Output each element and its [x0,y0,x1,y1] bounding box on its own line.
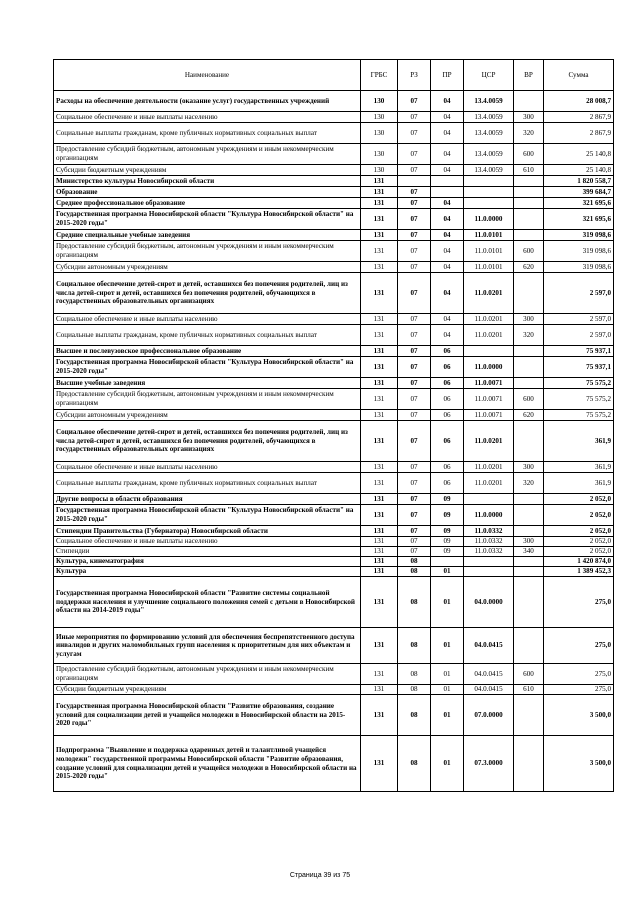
table-row [54,123,614,144]
cell-name: Государственная программа Новосибирской области "Развитие системы социальной поддержки населения и улучшение социального положения семей с детьми в Новосибирской области на 2014-2019 годы" [54,577,361,628]
cell-pr: 09 [431,547,464,557]
cell-csr: 13.4.0059 [464,112,514,123]
cell-vr: 320 [514,123,544,144]
cell-pr: 06 [431,473,464,494]
cell-sum: 2 052,0 [544,537,614,547]
cell-grbs: 131 [361,273,398,314]
cell-csr: 07.3.0000 [464,736,514,792]
cell-pr: 06 [431,462,464,473]
cell-vr: 320 [514,325,544,346]
cell-csr [464,198,514,209]
cell-name: Среднее профессиональное образование [54,198,361,209]
cell-sum: 75 575,2 [544,389,614,410]
header-grbs: ГРБС [361,60,398,91]
cell-csr: 11.0.0201 [464,462,514,473]
table-row [54,628,614,664]
table-row [54,165,614,176]
cell-sum: 1 420 874,0 [544,557,614,567]
cell-sum: 275,0 [544,664,614,685]
table-row [54,144,614,165]
cell-name: Культура, кинематография [54,557,361,567]
cell-vr: 620 [514,410,544,421]
cell-sum: 75 575,2 [544,410,614,421]
cell-name: Образование [54,187,361,198]
cell-name: Расходы на обеспечение деятельности (оказание услуг) государственных учреждений [54,91,361,112]
cell-pr: 04 [431,112,464,123]
cell-name: Социальное обеспечение и иные выплаты населению [54,462,361,473]
cell-csr: 11.0.0332 [464,547,514,557]
cell-vr [514,187,544,198]
cell-pr: 04 [431,165,464,176]
cell-vr [514,505,544,526]
cell-rz: 07 [398,346,431,357]
cell-name: Стипендии [54,547,361,557]
cell-rz: 07 [398,273,431,314]
cell-vr: 300 [514,537,544,547]
cell-csr: 11.0.0071 [464,410,514,421]
cell-csr: 11.0.0071 [464,389,514,410]
cell-vr: 610 [514,165,544,176]
cell-name: Социальные выплаты гражданам, кроме публичных нормативных социальных выплат [54,473,361,494]
table-row [54,176,614,187]
table-row [54,273,614,314]
cell-pr: 04 [431,325,464,346]
cell-pr: 01 [431,736,464,792]
cell-vr [514,695,544,736]
cell-grbs: 131 [361,494,398,505]
cell-pr: 04 [431,273,464,314]
cell-pr: 06 [431,378,464,389]
cell-csr: 11.0.0101 [464,230,514,241]
cell-vr: 300 [514,112,544,123]
cell-pr: 06 [431,346,464,357]
cell-grbs: 130 [361,144,398,165]
cell-vr: 320 [514,473,544,494]
cell-csr: 11.0.0201 [464,473,514,494]
cell-pr: 01 [431,695,464,736]
cell-sum: 25 140,8 [544,165,614,176]
cell-vr [514,198,544,209]
cell-vr: 600 [514,144,544,165]
cell-vr: 600 [514,241,544,262]
cell-grbs: 131 [361,176,398,187]
cell-rz: 07 [398,230,431,241]
cell-grbs: 131 [361,230,398,241]
cell-grbs: 131 [361,262,398,273]
cell-sum: 28 008,7 [544,91,614,112]
table-row [54,325,614,346]
cell-csr [464,346,514,357]
cell-rz: 07 [398,198,431,209]
cell-grbs: 131 [361,664,398,685]
cell-rz: 08 [398,736,431,792]
table-row [54,695,614,736]
table-row [54,664,614,685]
cell-grbs: 131 [361,537,398,547]
cell-sum: 275,0 [544,628,614,664]
cell-grbs: 131 [361,209,398,230]
cell-sum: 2 597,0 [544,273,614,314]
cell-sum: 3 500,0 [544,736,614,792]
cell-grbs: 131 [361,325,398,346]
cell-vr: 610 [514,685,544,695]
cell-rz: 07 [398,410,431,421]
cell-vr: 620 [514,262,544,273]
cell-pr: 04 [431,314,464,325]
table-row [54,526,614,537]
cell-name: Предоставление субсидий бюджетным, автономным учреждениям и иным некоммерческим организациям [54,664,361,685]
cell-csr: 11.0.0000 [464,505,514,526]
cell-pr: 01 [431,664,464,685]
table-row [54,389,614,410]
cell-pr: 04 [431,198,464,209]
cell-sum: 1 820 558,7 [544,176,614,187]
cell-vr [514,736,544,792]
table-row [54,505,614,526]
cell-vr: 300 [514,462,544,473]
cell-csr: 04.0.0415 [464,664,514,685]
cell-pr: 04 [431,230,464,241]
cell-csr: 11.0.0201 [464,314,514,325]
cell-name: Предоставление субсидий бюджетным, автономным учреждениям и иным некоммерческим организациям [54,144,361,165]
cell-csr: 13.4.0059 [464,165,514,176]
cell-sum: 275,0 [544,685,614,695]
cell-name: Социальное обеспечение детей-сирот и детей, оставшихся без попечения родителей, лиц из числа детей-сирот и детей, оставшихся без попечения родителей, обучающихся в государственных образовательных организациях [54,421,361,462]
cell-name: Социальное обеспечение и иные выплаты населению [54,112,361,123]
cell-rz: 07 [398,144,431,165]
cell-rz: 07 [398,421,431,462]
table-row [54,241,614,262]
cell-rz: 08 [398,577,431,628]
cell-rz: 07 [398,357,431,378]
cell-rz: 08 [398,664,431,685]
header-csr: ЦСР [464,60,514,91]
cell-rz: 07 [398,462,431,473]
cell-rz: 07 [398,112,431,123]
cell-sum: 3 500,0 [544,695,614,736]
cell-sum: 2 052,0 [544,526,614,537]
cell-name: Социальное обеспечение и иные выплаты населению [54,537,361,547]
cell-pr: 06 [431,389,464,410]
cell-vr: 300 [514,314,544,325]
cell-grbs: 131 [361,378,398,389]
cell-grbs: 131 [361,526,398,537]
cell-grbs: 131 [361,198,398,209]
cell-rz: 07 [398,165,431,176]
table-row [54,357,614,378]
cell-vr [514,91,544,112]
cell-csr [464,557,514,567]
cell-name: Предоставление субсидий бюджетным, автономным учреждениям и иным некоммерческим организациям [54,389,361,410]
cell-grbs: 130 [361,165,398,176]
table-row [54,567,614,577]
cell-pr: 09 [431,494,464,505]
cell-pr: 06 [431,357,464,378]
cell-pr: 01 [431,567,464,577]
cell-sum: 319 098,6 [544,262,614,273]
cell-csr: 11.0.0101 [464,262,514,273]
header-pr: ПР [431,60,464,91]
cell-grbs: 131 [361,577,398,628]
header-rz: РЗ [398,60,431,91]
cell-vr [514,209,544,230]
cell-pr: 01 [431,628,464,664]
table-row [54,494,614,505]
cell-grbs: 131 [361,685,398,695]
cell-rz: 08 [398,557,431,567]
cell-rz [398,176,431,187]
cell-name: Государственная программа Новосибирской области "Культура Новосибирской области" на 2015-2020 годы" [54,357,361,378]
cell-grbs: 131 [361,473,398,494]
cell-name: Субсидии бюджетным учреждениям [54,165,361,176]
cell-sum: 75 937,1 [544,346,614,357]
cell-sum: 2 052,0 [544,547,614,557]
cell-csr: 11.0.0332 [464,526,514,537]
cell-grbs: 131 [361,410,398,421]
cell-grbs: 130 [361,123,398,144]
cell-name: Средние специальные учебные заведения [54,230,361,241]
cell-pr [431,557,464,567]
cell-grbs: 131 [361,567,398,577]
cell-vr: 340 [514,547,544,557]
cell-name: Государственная программа Новосибирской области "Культура Новосибирской области" на 2015-2020 годы" [54,209,361,230]
cell-sum: 2 052,0 [544,494,614,505]
table-row [54,346,614,357]
cell-vr [514,378,544,389]
cell-sum: 75 575,2 [544,378,614,389]
cell-vr [514,230,544,241]
cell-vr [514,567,544,577]
cell-name: Министерство культуры Новосибирской области [54,176,361,187]
page-number: Страница 39 из 75 [289,872,351,879]
cell-vr [514,421,544,462]
table-row [54,112,614,123]
cell-rz: 07 [398,537,431,547]
cell-rz: 07 [398,547,431,557]
cell-rz: 07 [398,526,431,537]
table-row [54,537,614,547]
table-row [54,685,614,695]
cell-pr: 04 [431,123,464,144]
cell-pr: 09 [431,505,464,526]
table-row [54,187,614,198]
cell-grbs: 131 [361,241,398,262]
cell-rz: 07 [398,209,431,230]
budget-table [53,59,614,792]
cell-rz: 07 [398,91,431,112]
cell-rz: 07 [398,241,431,262]
cell-rz: 07 [398,505,431,526]
cell-vr [514,346,544,357]
cell-rz: 08 [398,685,431,695]
cell-name: Культура [54,567,361,577]
cell-csr: 13.4.0059 [464,91,514,112]
cell-pr: 06 [431,410,464,421]
cell-name: Высшее и послевузовское профессиональное образование [54,346,361,357]
cell-name: Социальные выплаты гражданам, кроме публичных нормативных социальных выплат [54,123,361,144]
table-row [54,198,614,209]
table-row [54,378,614,389]
cell-grbs: 131 [361,421,398,462]
cell-grbs: 131 [361,187,398,198]
cell-vr [514,357,544,378]
cell-rz: 07 [398,325,431,346]
cell-vr [514,628,544,664]
cell-pr: 04 [431,91,464,112]
cell-name: Субсидии автономным учреждениям [54,410,361,421]
cell-sum: 319 098,6 [544,241,614,262]
cell-csr: 04.0.0415 [464,628,514,664]
table-row [54,473,614,494]
table-header-row [54,60,614,91]
cell-sum: 2 867,9 [544,123,614,144]
cell-grbs: 131 [361,736,398,792]
cell-name: Высшие учебные заведения [54,378,361,389]
cell-rz: 07 [398,389,431,410]
cell-rz: 08 [398,695,431,736]
table-row [54,262,614,273]
cell-pr: 04 [431,241,464,262]
cell-sum: 275,0 [544,577,614,628]
cell-pr: 09 [431,537,464,547]
cell-sum: 361,9 [544,462,614,473]
cell-pr: 06 [431,421,464,462]
cell-csr: 04.0.0415 [464,685,514,695]
cell-csr [464,176,514,187]
table-row [54,547,614,557]
cell-rz: 07 [398,123,431,144]
cell-sum: 321 695,6 [544,209,614,230]
cell-grbs: 131 [361,346,398,357]
header-sum: Сумма [544,60,614,91]
cell-name: Стипендии Правительства (Губернатора) Новосибирской области [54,526,361,537]
cell-vr: 600 [514,664,544,685]
cell-rz: 07 [398,494,431,505]
cell-sum: 2 597,0 [544,325,614,346]
cell-vr [514,577,544,628]
cell-grbs: 131 [361,547,398,557]
cell-rz: 07 [398,314,431,325]
cell-name: Социальное обеспечение и иные выплаты населению [54,314,361,325]
cell-csr: 11.0.0071 [464,378,514,389]
cell-vr [514,557,544,567]
table-row [54,577,614,628]
cell-sum: 2 052,0 [544,505,614,526]
cell-name: Субсидии бюджетным учреждениям [54,685,361,695]
cell-sum: 321 695,6 [544,198,614,209]
cell-csr [464,567,514,577]
table-row [54,91,614,112]
cell-rz: 08 [398,567,431,577]
cell-rz: 07 [398,473,431,494]
cell-name: Социальное обеспечение детей-сирот и детей, оставшихся без попечения родителей, лиц из числа детей-сирот и детей, оставшихся без попечения родителей, обучающихся в государственных образовательных организациях [54,273,361,314]
cell-pr [431,176,464,187]
cell-csr [464,187,514,198]
cell-vr [514,494,544,505]
cell-rz: 08 [398,628,431,664]
cell-csr: 11.0.0000 [464,357,514,378]
table-row [54,314,614,325]
cell-pr: 04 [431,209,464,230]
cell-pr: 04 [431,144,464,165]
cell-grbs: 131 [361,462,398,473]
cell-sum: 319 098,6 [544,230,614,241]
table-row [54,736,614,792]
header-vr: ВР [514,60,544,91]
header-name: Наименование [54,60,361,91]
cell-grbs: 131 [361,314,398,325]
cell-name: Государственная программа Новосибирской области "Развитие образования, создание условий для социализации детей и учащейся молодежи в Новосибирской области на 2015-2020 годы" [54,695,361,736]
table-row [54,410,614,421]
cell-name: Подпрограмма "Выявление и поддержка одаренных детей и талантливой учащейся молодежи" государственной программы Новосибирской области "Развитие образования, создание условий для социализации детей и учащейся молодежи в Новосибирской области на 2015-2020 годы" [54,736,361,792]
cell-csr: 11.0.0101 [464,241,514,262]
cell-name: Предоставление субсидий бюджетным, автономным учреждениям и иным некоммерческим организациям [54,241,361,262]
cell-pr: 09 [431,526,464,537]
cell-grbs: 131 [361,357,398,378]
cell-csr: 13.4.0059 [464,123,514,144]
cell-csr: 11.0.0201 [464,421,514,462]
cell-sum: 399 684,7 [544,187,614,198]
cell-vr: 600 [514,389,544,410]
cell-pr [431,187,464,198]
cell-pr: 01 [431,685,464,695]
cell-rz: 07 [398,187,431,198]
cell-csr: 07.0.0000 [464,695,514,736]
cell-sum: 25 140,8 [544,144,614,165]
table-row [54,209,614,230]
cell-rz: 07 [398,378,431,389]
cell-grbs: 131 [361,389,398,410]
cell-sum: 2 867,9 [544,112,614,123]
cell-grbs: 130 [361,112,398,123]
cell-sum: 2 597,0 [544,314,614,325]
cell-pr: 01 [431,577,464,628]
cell-csr: 11.0.0332 [464,537,514,547]
cell-vr [514,273,544,314]
cell-grbs: 131 [361,505,398,526]
cell-sum: 361,9 [544,473,614,494]
cell-grbs: 131 [361,628,398,664]
cell-grbs: 130 [361,91,398,112]
cell-name: Государственная программа Новосибирской области "Культура Новосибирской области" на 2015-2020 годы" [54,505,361,526]
cell-sum: 75 937,1 [544,357,614,378]
cell-csr: 11.0.0000 [464,209,514,230]
table-row [54,421,614,462]
cell-name: Иные мероприятия по формированию условий для обеспечения беспрепятственного доступа инвалидов и других маломобильных групп населения к приоритетным для них объектам и услугам [54,628,361,664]
table-row [54,230,614,241]
cell-csr: 13.4.0059 [464,144,514,165]
table-row [54,557,614,567]
cell-sum: 361,9 [544,421,614,462]
cell-vr [514,526,544,537]
cell-csr: 11.0.0201 [464,325,514,346]
cell-name: Другие вопросы в области образования [54,494,361,505]
cell-name: Субсидии автономным учреждениям [54,262,361,273]
cell-name: Социальные выплаты гражданам, кроме публичных нормативных социальных выплат [54,325,361,346]
cell-csr: 04.0.0000 [464,577,514,628]
cell-grbs: 131 [361,695,398,736]
cell-pr: 04 [431,262,464,273]
cell-sum: 1 389 452,3 [544,567,614,577]
cell-grbs: 131 [361,557,398,567]
cell-rz: 07 [398,262,431,273]
cell-vr [514,176,544,187]
cell-csr: 11.0.0201 [464,273,514,314]
table-row [54,462,614,473]
cell-csr [464,494,514,505]
